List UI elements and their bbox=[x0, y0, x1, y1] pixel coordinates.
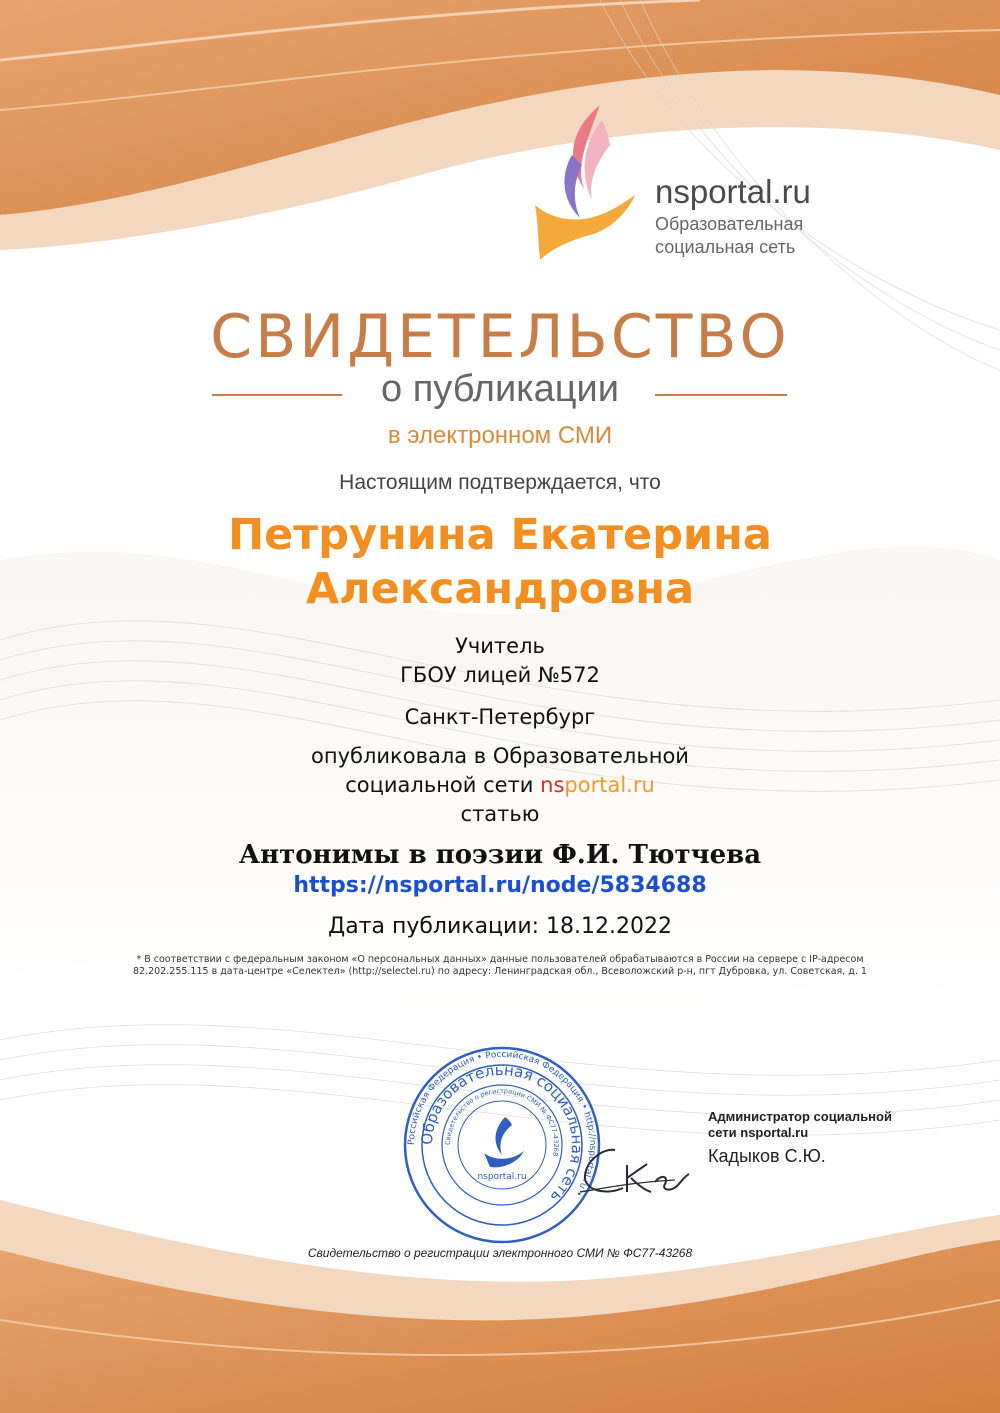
published-line-1: опубликовала в Образовательной bbox=[311, 744, 689, 768]
stamp-middle-text: Образовательная социальная сеть bbox=[417, 1060, 587, 1207]
site-name-inline-ns: ns bbox=[540, 773, 565, 797]
flame-hand-logo-icon bbox=[530, 100, 640, 260]
handwritten-signature bbox=[575, 1130, 705, 1210]
article-title: Антонимы в поэзии Ф.И. Тютчева bbox=[238, 840, 762, 870]
published-line-3: статью bbox=[460, 802, 540, 826]
certificate-title: СВИДЕТЕЛЬСТВО bbox=[210, 302, 790, 372]
site-name: nsportal.ru bbox=[655, 173, 811, 210]
recipient-school: ГБОУ лицей №572 bbox=[400, 663, 600, 687]
admin-title-line-2: сети nsportal.ru bbox=[708, 1125, 809, 1140]
confirmation-text: Настоящим подтверждается, что bbox=[339, 471, 661, 494]
footnote bbox=[0, 954, 1000, 978]
recipient-city: Санкт-Петербург bbox=[404, 705, 596, 729]
published-line-2-prefix: социальной сети bbox=[345, 773, 541, 797]
footnote-line-1: * В соответствии с федеральным законом «О персональных данных» данные пользователей обрабатываются в России на сервере с IP-адресом bbox=[136, 954, 864, 965]
signer-name: Кадыков С.Ю. bbox=[708, 1146, 826, 1166]
admin-title-line-1: Администратор социальной bbox=[708, 1109, 892, 1124]
stamp-inner-text: Свидетельство о регистрации СМИ № ФС77-43268 bbox=[443, 1086, 561, 1157]
recipient-name-line-2: Александровна bbox=[305, 564, 695, 614]
published-line-2 bbox=[0, 772, 1000, 798]
recipient-position: Учитель bbox=[455, 634, 545, 658]
publication-date: Дата публикации: 18.12.2022 bbox=[328, 914, 672, 939]
official-stamp bbox=[402, 1045, 602, 1245]
certificate-subtitle-2: в электронном СМИ bbox=[387, 422, 613, 449]
recipient-name-line-1: Петрунина Екатерина bbox=[228, 510, 772, 560]
recipient-name bbox=[0, 508, 1000, 616]
footnote-line-2: 82.202.255.115 в дата-центре «Селектел» (http://selectel.ru) по адресу: Ленинградская обл., Всеволожский р-н, пгт Дубровка, ул. Советская, д. 1 bbox=[133, 966, 867, 977]
stamp-flame-icon bbox=[484, 1117, 524, 1167]
site-name-inline-rest: portal.ru bbox=[564, 773, 655, 797]
certificate-subtitle: о публикации bbox=[381, 368, 619, 410]
article-link[interactable]: https://nsportal.ru/node/5834688 bbox=[293, 873, 707, 898]
site-tagline-line-2: социальная сеть bbox=[655, 237, 796, 257]
stamp-outer-text: Российская Федерация • Российская Федерация • http://nsportal.ru • bbox=[406, 1049, 598, 1198]
site-tagline-line-1: Образовательная bbox=[655, 214, 804, 234]
registration-note: Свидетельство о регистрации электронного СМИ № ФС77-43268 bbox=[307, 1246, 693, 1260]
stamp-center-label: nsportal.ru bbox=[477, 1172, 527, 1182]
